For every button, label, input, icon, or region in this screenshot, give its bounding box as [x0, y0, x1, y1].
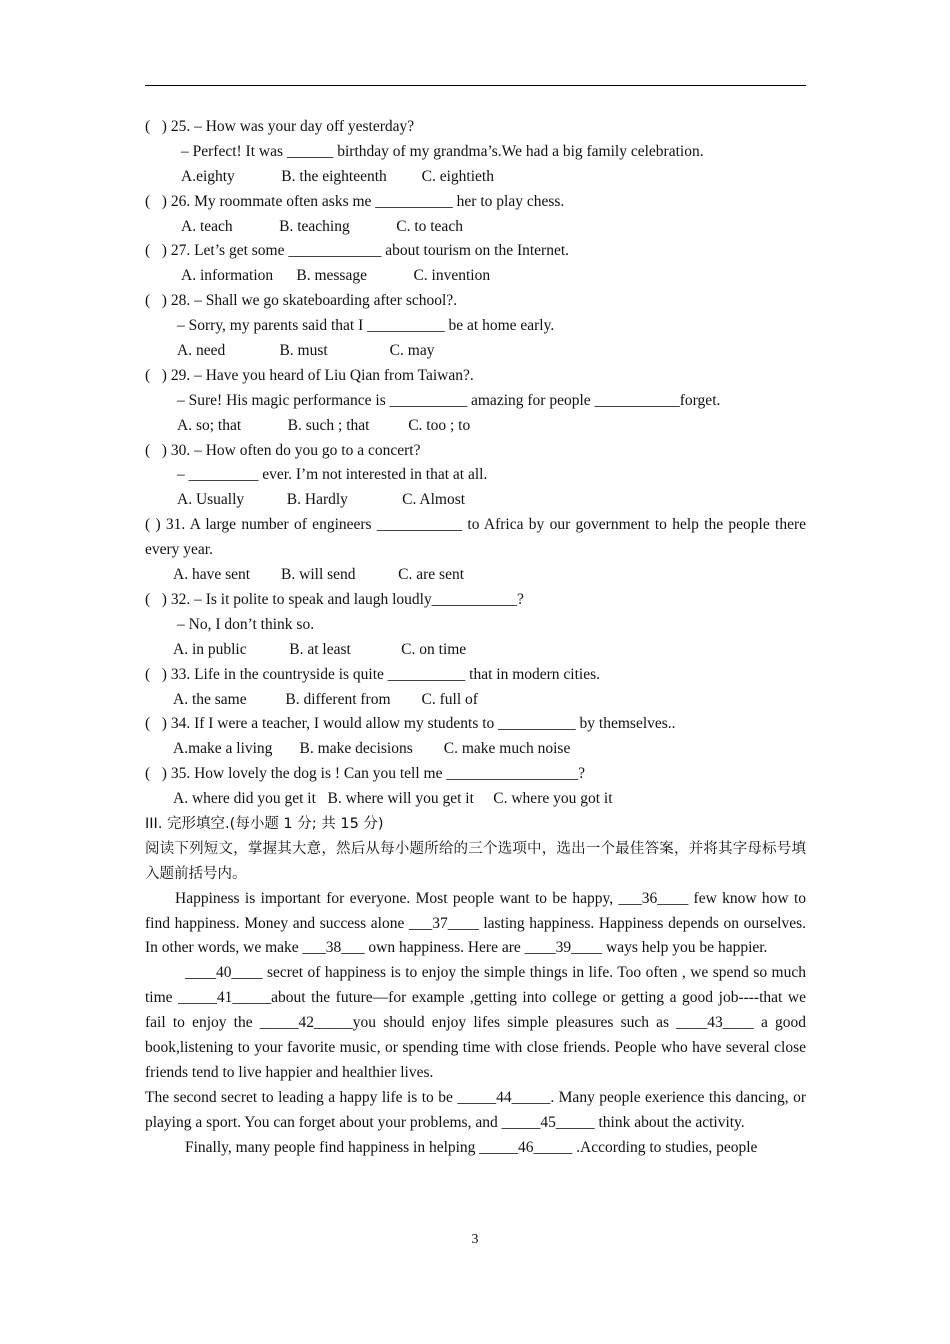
question-32-dialog: – No, I don’t think so. [177, 615, 315, 633]
question-30-stem: ( ) 30. – How often do you go to a concert? [145, 441, 421, 459]
question-28-dialog: – Sorry, my parents said that I __________ be at home early. [177, 317, 555, 335]
question-25-stem: ( ) 25. – How was your day off yesterday? [145, 118, 415, 135]
question-28-options: A. need B. must C. may [177, 342, 435, 360]
question-34-stem: ( ) 34. If I were a teacher, I would allow my students to __________ by themselves.. [145, 715, 676, 733]
question-31-stem: ( ) 31. A large number of engineers ___________ to Africa by our government to help the people there every year. [145, 516, 806, 559]
header-rule [145, 85, 806, 86]
question-26-stem: ( ) 26. My roommate often asks me __________ her to play chess. [145, 192, 565, 210]
question-31-options: A. have sent B. will send C. are sent [173, 566, 465, 584]
question-30-options: A. Usually B. Hardly C. Almost [177, 491, 466, 509]
question-28-stem: ( ) 28. – Shall we go skateboarding after school?. [145, 292, 458, 310]
question-33-options: A. the same B. different from C. full of [173, 690, 478, 708]
page-number: 3 [471, 1232, 479, 1247]
passage-paragraph-2: ____40____ secret of happiness is to enjoy the simple things in life. Too often , we spend so much time _____41_____about the future—for example ,getting into college or getting a good job----that we fail to enjoy the _____42_____you should enjoy lifes simple pleasures such as ____43____ a good book,listening to your favorite music, or spending time with close friends. People who have several close friends tend to live happier and healthier lives. [145, 964, 806, 1082]
passage-paragraph-4: Finally, many people find happiness in helping _____46_____ .According to studies, people [185, 1138, 758, 1156]
question-26-options: A. teach B. teaching C. to teach [181, 217, 463, 235]
passage-paragraph-3: The second secret to leading a happy life is to be _____44_____. Many people exerience this dancing, or playing a sport. You can forget about your problems, and _____45_____ think about the activity. [145, 1088, 806, 1131]
question-30-dialog: – _________ ever. I’m not interested in that at all. [177, 466, 488, 484]
question-35-options: A. where did you get it B. where will you get it C. where you got it [173, 790, 613, 808]
passage-paragraph-1: Happiness is important for everyone. Most people want to be happy, ___36____ few know how to find happiness. Money and success alone ___37____ lasting happiness. Happiness depends on ourselves. In other words, we make ___38___ own happiness. Here are ____39____ ways help you be happier. [145, 889, 806, 957]
question-35-stem: ( ) 35. How lovely the dog is ! Can you tell me _________________? [145, 765, 585, 783]
question-29-options: A. so; that B. such ; that C. too ; to [177, 416, 471, 434]
question-27-options: A. information B. message C. invention [181, 267, 491, 285]
question-33-stem: ( ) 33. Life in the countryside is quite __________ that in modern cities. [145, 665, 601, 683]
section-3-heading: III. 完形填空.(每小题 1 分; 共 15 分) [145, 815, 384, 832]
question-27-stem: ( ) 27. Let’s get some ____________ about tourism on the Internet. [145, 242, 570, 260]
question-32-stem: ( ) 32. – Is it polite to speak and laugh loudly___________? [145, 590, 524, 608]
question-29-stem: ( ) 29. – Have you heard of Liu Qian from Taiwan?. [145, 366, 474, 384]
question-29-dialog: – Sure! His magic performance is __________ amazing for people ___________forget. [177, 391, 721, 409]
question-25-dialog: – Perfect! It was ______ birthday of my grandma’s.We had a big family celebration. [181, 142, 704, 160]
question-32-options: A. in public B. at least C. on time [173, 640, 467, 658]
question-25-options: A.eighty B. the eighteenth C. eightieth [181, 167, 494, 185]
question-34-options: A.make a living B. make decisions C. make much noise [173, 740, 571, 758]
page-content [145, 115, 806, 1161]
section-3-instruction: 阅读下列短文，掌握其大意，然后从每小题所给的三个选项中，选出一个最佳答案，并将其字母标号填入题前括号内。 [145, 840, 806, 882]
